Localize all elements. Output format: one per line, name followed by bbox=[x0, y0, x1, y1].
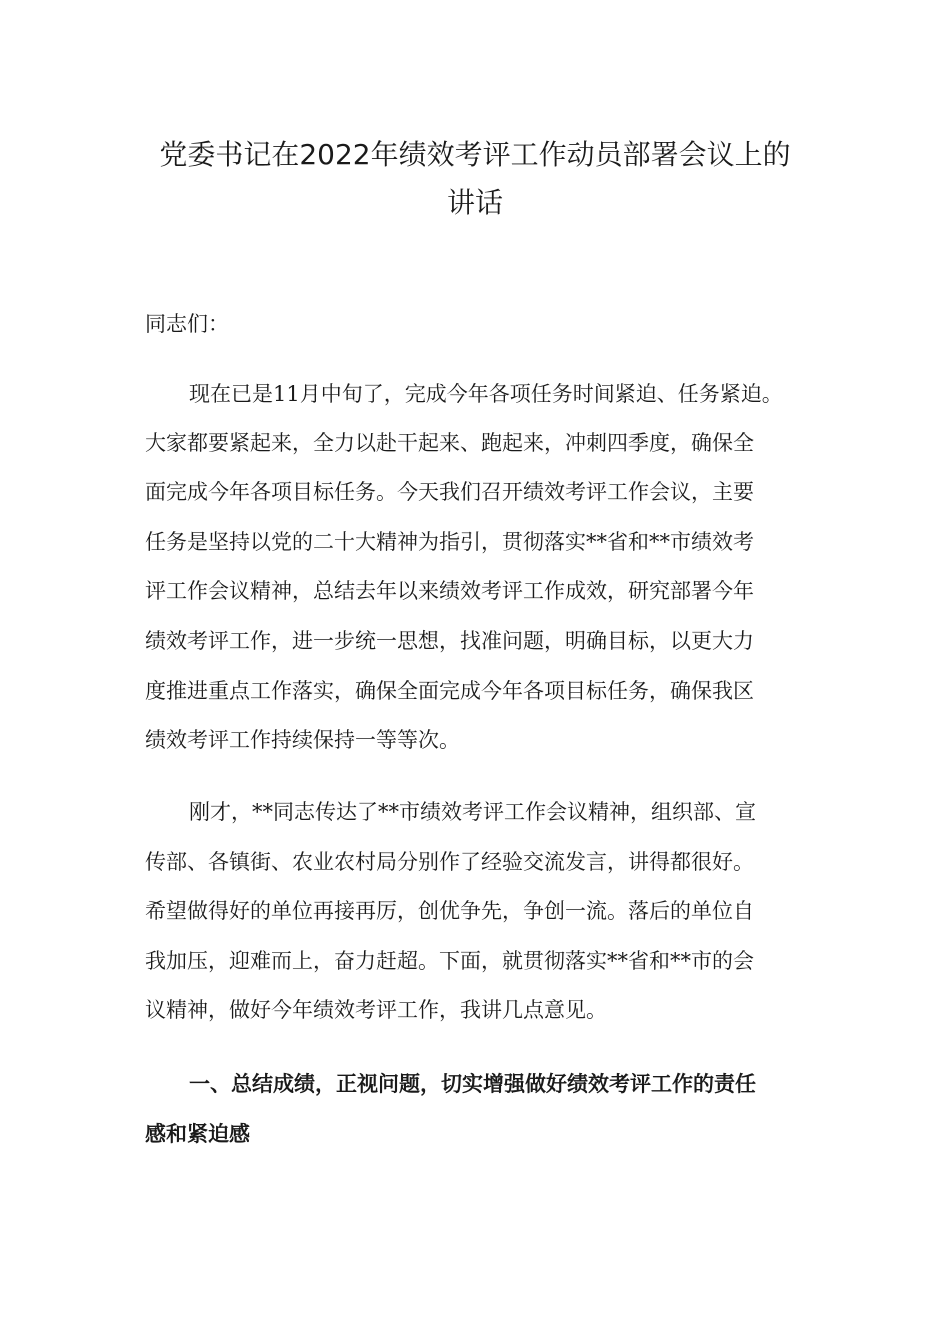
document-title-line-2: 讲话 bbox=[446, 186, 503, 219]
section-heading-line: 感和紧迫感 bbox=[145, 1122, 250, 1146]
document-title-line-1: 党委书记在2022年绩效考评工作动员部署会议上的 bbox=[159, 138, 791, 171]
paragraph-1-line: 绩效考评工作，进一步统一思想，找准问题，明确目标，以更大力 bbox=[145, 629, 754, 653]
paragraph-1-line: 绩效考评工作持续保持一等等次。 bbox=[145, 728, 460, 752]
paragraph-2-line: 希望做得好的单位再接再厉，创优争先，争创一流。落后的单位自 bbox=[145, 899, 754, 923]
paragraph-1-line: 度推进重点工作落实，确保全面完成今年各项目标任务，确保我区 bbox=[145, 679, 754, 703]
paragraph-1-line: 现在已是11月中旬了，完成今年各项任务时间紧迫、任务紧迫。 bbox=[189, 382, 783, 406]
paragraph-1-line: 评工作会议精神，总结去年以来绩效考评工作成效，研究部署今年 bbox=[145, 579, 754, 603]
paragraph-1-line: 大家都要紧起来，全力以赴干起来、跑起来，冲刺四季度，确保全 bbox=[145, 431, 754, 455]
paragraph-2-line: 刚才，**同志传达了**市绩效考评工作会议精神，组织部、宣 bbox=[189, 800, 756, 824]
section-heading-line: 一、总结成绩，正视问题，切实增强做好绩效考评工作的责任 bbox=[189, 1072, 756, 1096]
paragraph-2-line: 传部、各镇街、农业农村局分别作了经验交流发言，讲得都很好。 bbox=[145, 850, 754, 874]
salutation: 同志们： bbox=[145, 312, 229, 336]
paragraph-1-line: 任务是坚持以党的二十大精神为指引，贯彻落实**省和**市绩效考 bbox=[145, 530, 754, 554]
paragraph-2-line: 议精神，做好今年绩效考评工作，我讲几点意见。 bbox=[145, 998, 607, 1022]
paragraph-2-line: 我加压，迎难而上，奋力赶超。下面，就贯彻落实**省和**市的会 bbox=[145, 949, 754, 973]
paragraph-1-line: 面完成今年各项目标任务。今天我们召开绩效考评工作会议，主要 bbox=[145, 480, 754, 504]
